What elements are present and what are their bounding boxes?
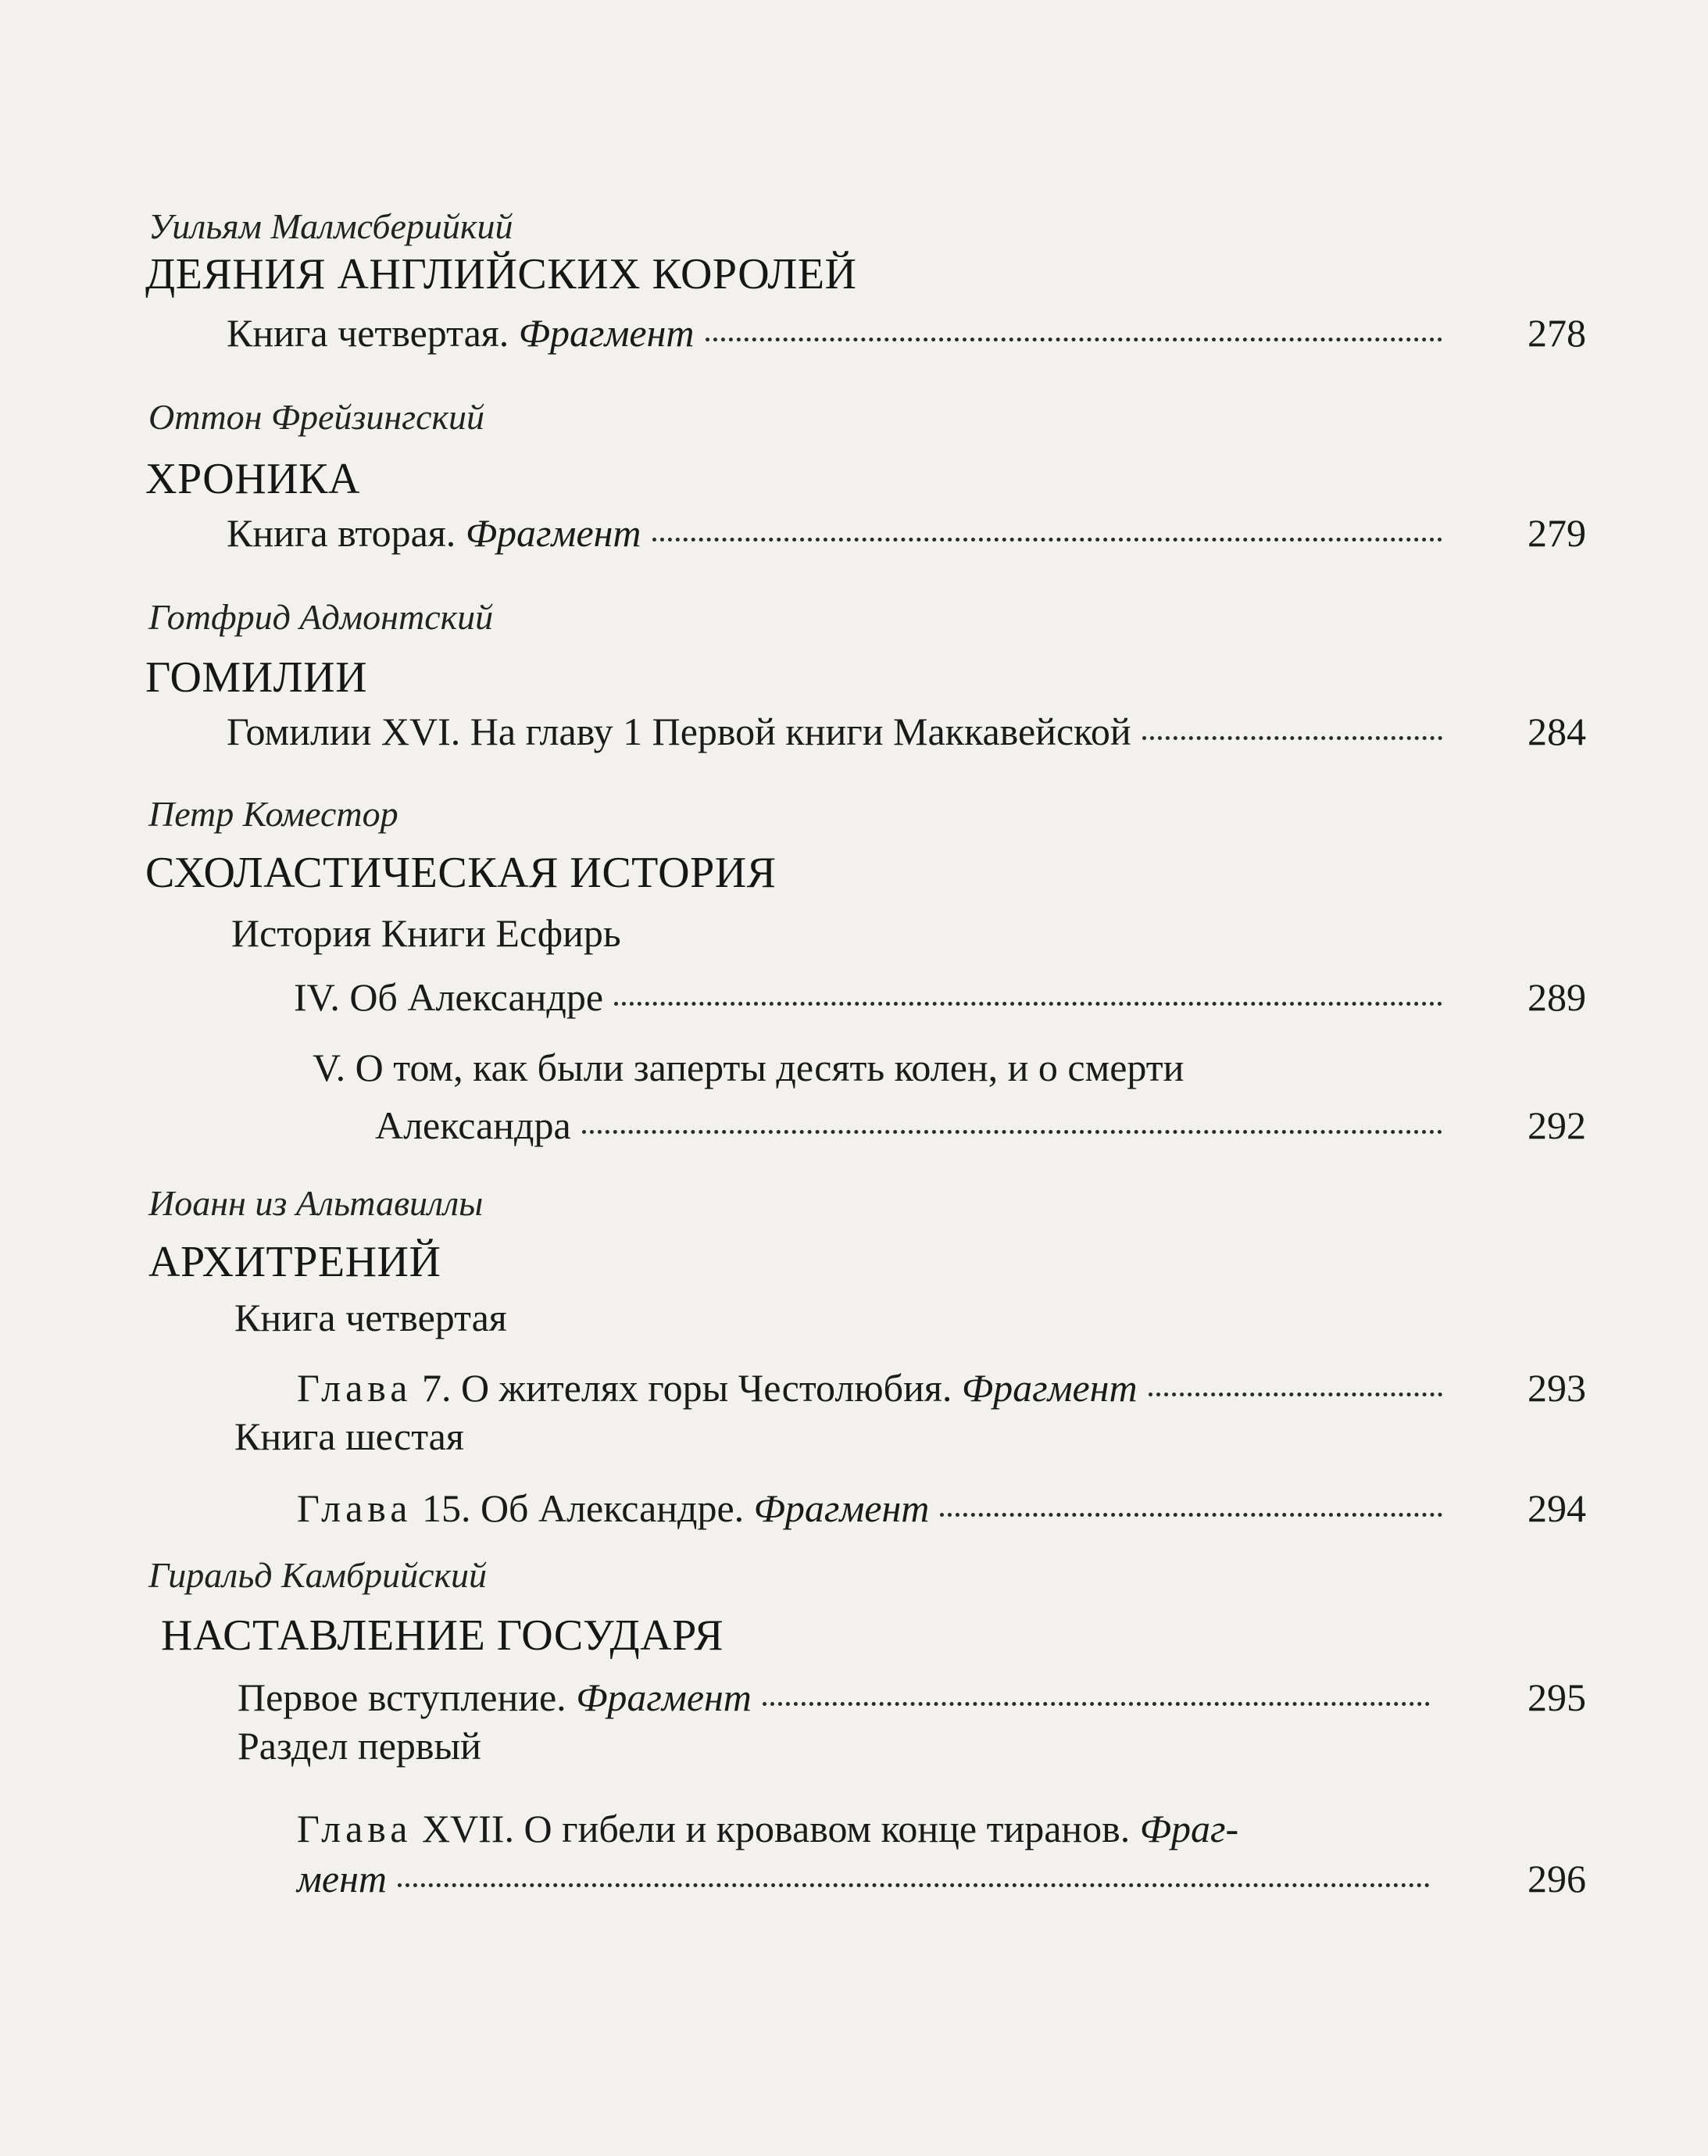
entry-label: Книга четвертая. Фрагмент (227, 311, 695, 355)
dot-leader (763, 1702, 1430, 1706)
author-name: Петр Коместор (148, 794, 398, 834)
author-name: Оттон Фрейзингский (148, 397, 485, 437)
page-number: 294 (1528, 1486, 1586, 1530)
dot-leader (1149, 1393, 1442, 1396)
entry-label: Книга вторая. Фрагмент (227, 511, 641, 555)
entry-label: Глава 15. Об Александре. Фрагмент (297, 1486, 930, 1530)
entry-label-line2: мент (297, 1857, 388, 1900)
entry-label: Гомилии XVI. На главу 1 Первой книги Маккавейской (227, 710, 1131, 753)
entry-label: Глава 7. О жителях горы Честолюбия. Фрагмент (297, 1366, 1138, 1410)
toc-entry[interactable] (375, 1102, 1453, 1149)
entry-label: IV. Об Александре (294, 975, 604, 1019)
author-name: Уильям Малмсберийкий (148, 206, 513, 246)
entry-label-line2: Александра (375, 1103, 571, 1147)
page-number: 293 (1528, 1366, 1586, 1410)
work-title: ГОМИЛИИ (145, 653, 368, 702)
page-number: 295 (1528, 1675, 1586, 1719)
work-title: ХРОНИКА (145, 455, 360, 503)
toc-entry[interactable] (297, 1855, 1441, 1902)
work-title: НАСТАВЛЕНИЕ ГОСУДАРЯ (161, 1611, 724, 1660)
dot-leader (706, 338, 1443, 341)
dot-leader (1142, 736, 1442, 740)
entry-label-line1: Глава XVII. О гибели и кровавом конце тиранов. Фраг- (297, 1807, 1239, 1850)
toc-entry[interactable] (297, 1364, 1453, 1411)
page-number: 292 (1528, 1103, 1586, 1147)
author-name: Готфрид Адмонтский (148, 597, 494, 637)
sub-heading: Книга четвертая (234, 1296, 507, 1339)
page-number: 284 (1528, 710, 1586, 753)
sub-heading: Книга шестая (234, 1414, 464, 1458)
page-number: 296 (1528, 1857, 1586, 1900)
page-number: 278 (1528, 311, 1586, 355)
toc-entry[interactable] (294, 974, 1453, 1021)
dot-leader (652, 538, 1442, 542)
work-title: СХОЛАСТИЧЕСКАЯ ИСТОРИЯ (145, 849, 777, 897)
toc-entry[interactable] (238, 1674, 1441, 1721)
sub-heading: Раздел первый (238, 1724, 481, 1768)
toc-entry[interactable] (227, 309, 1453, 356)
sub-heading: История Книги Есфирь (231, 911, 621, 955)
page-number: 289 (1528, 975, 1586, 1019)
dot-leader (398, 1883, 1430, 1887)
author-name: Иоанн из Альтавиллы (148, 1183, 484, 1223)
toc-entry[interactable] (227, 510, 1453, 556)
toc-entry[interactable] (297, 1485, 1453, 1532)
work-title: АРХИТРЕНИЙ (148, 1238, 441, 1286)
page-number: 279 (1528, 511, 1586, 555)
toc-entry[interactable] (227, 708, 1453, 755)
dot-leader (614, 1002, 1442, 1006)
author-name: Гиральд Камбрийский (148, 1555, 488, 1595)
entry-label-line1: V. О том, как были заперты десять колен, и о смерти (313, 1046, 1185, 1089)
work-title: ДЕЯНИЯ АНГЛИЙСКИХ КОРОЛЕЙ (145, 250, 857, 299)
dot-leader (940, 1513, 1442, 1517)
entry-label: Первое вступление. Фрагмент (238, 1675, 752, 1719)
dot-leader (582, 1130, 1442, 1134)
